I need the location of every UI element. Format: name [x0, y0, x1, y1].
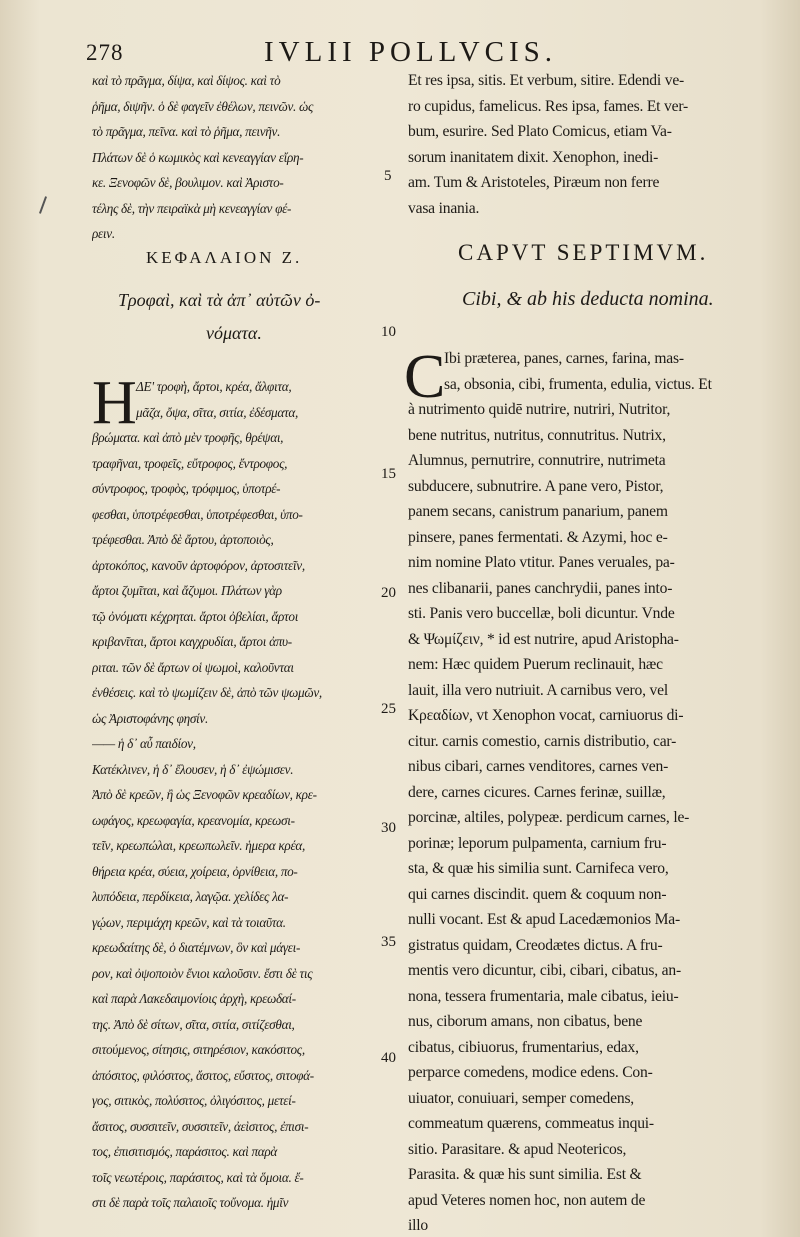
greek-drop-cap: Η: [92, 369, 137, 437]
latin-line: citur. carnis comestio, carnis distributio, car-: [408, 732, 677, 750]
greek-line: Κατέκλινεν, ἡ δ᾽ ἔλουσεν, ἡ δ᾽ ἐψώμισεν.: [92, 761, 294, 777]
greek-line: κε. Ξενοφῶν δὲ, βουλιμον. καὶ Ἀριστο-: [92, 175, 284, 190]
running-title: IVLII POLLVCIS.: [264, 36, 558, 68]
latin-chapter-heading: CAPVT SEPTIMVM.: [458, 240, 709, 265]
latin-line: nona, tessera frumentaria, male cibatus, ieiu-: [408, 987, 679, 1005]
latin-line: panem secans, canistrum panarium, panem: [408, 503, 668, 520]
greek-line: ἀρτοκόπος, κανοῦν ἀρτοφόρον, ἀρτοσιτεῖν,: [92, 557, 305, 573]
greek-chapter-heading: ΚΕΦΑΛΑΙΟΝ Ζ.: [146, 248, 303, 267]
greek-chapter-subtitle: Τροφαὶ, καὶ τὰ ἀπ᾽ αὐτῶν ὀ-: [118, 290, 321, 310]
greek-line: σύντροφος, τροφὸς, τρόφιμος, ὑποτρέ-: [92, 481, 281, 496]
greek-column-top: [92, 68, 384, 247]
greek-line: καὶ τὸ πρᾶγμα, δίψα, καὶ δίψος. καὶ τὸ: [92, 73, 281, 88]
latin-line: Κρεαδίων, vt Xenophon vocat, carniuorus di-: [408, 707, 684, 724]
latin-line: mentis vero dicuntur, cibi, cibari, cibatus, an-: [408, 962, 681, 979]
greek-line: μᾶζα, ὄψα, σῖτα, σιτία, ἐδέσματα,: [136, 404, 299, 420]
page-number: 278: [86, 40, 124, 65]
greek-line: ἄσιτος, συσσιτεῖν, συσσιτεῖν, ἀεὶσιτος, ἐπισι-: [92, 1118, 309, 1134]
latin-line: sa, obsonia, cibi, frumenta, edulia, victus. Et: [444, 375, 712, 393]
greek-line: τέλης δὲ, τὴν πειραϊκὰ μὴ κενεαγγίαν φέ-: [92, 200, 292, 216]
greek-line: γῴων, περιμάχη κρεῶν, καὶ τὰ τοιαῦτα.: [92, 914, 286, 930]
latin-line: porinæ; leporum pulpamenta, carnium fru-: [408, 834, 667, 852]
greek-line: φεσθαι, ὑποτρέφεσθαι, ὑποτρέφεσθαι, ὑπο-: [92, 506, 303, 522]
greek-chapter-subtitle-cont: νόματα.: [206, 323, 262, 343]
latin-line: Parasita. & quæ his sunt similia. Est &: [408, 1166, 642, 1183]
greek-line: ΔΕ' τροφὴ, ἄρτοι, κρέα, ἄλφιτα,: [136, 379, 292, 394]
line-number: 40: [381, 1050, 396, 1066]
greek-line: καὶ παρὰ Λακεδαιμονίοις ἀρχὴ, κρεωδαί-: [92, 991, 296, 1006]
greek-line: —— ἡ δ᾽ αὖ παιδίον,: [92, 736, 196, 751]
latin-line: nes clibanarii, panes canchrydii, panes into-: [408, 579, 673, 597]
greek-line: τραφῆναι, τροφεῖς, εὔτροφος, ἔντροφος,: [92, 455, 288, 471]
latin-line: Ibi præterea, panes, carnes, farina, mas-: [444, 350, 684, 367]
greek-column-body: [92, 369, 384, 1216]
line-number: 10: [381, 324, 396, 340]
latin-line: lauit, illa vero nutriuit. A carnibus vero, vel: [408, 681, 668, 699]
latin-line: ro cupidus, famelicus. Res ipsa, fames. Et ver-: [408, 97, 688, 115]
greek-line: ῥῆμα, διψῆν. ὁ δὲ φαγεῖν ἐθέλων, πεινῶν. ὡς: [92, 98, 314, 114]
greek-line: ἀπόσιτος, φιλόσιτος, ἄσιτος, εὔσιτος, σιτοφά-: [92, 1067, 314, 1083]
greek-line: κριβανῖται, ἄρτοι καγχρυδίαι, ἄρτοι ἀπυ-: [92, 634, 292, 649]
greek-line: Ἀπὸ δὲ κρεῶν, ἢ ὡς Ξενοφῶν κρεαδίων, κρε-: [92, 787, 317, 802]
line-number: 15: [381, 466, 396, 482]
greek-line: ἄρτοι ζυμῖται, καὶ ἄζυμοι. Πλάτων γὰρ: [92, 583, 282, 598]
line-number: 25: [381, 701, 396, 717]
line-number: 30: [381, 820, 396, 836]
greek-line: τρέφεσθαι. Ἀπὸ δὲ ἄρτου, ἀρτοποιὸς,: [92, 532, 274, 547]
greek-line: τὸ πρᾶγμα, πεῖνα. καὶ τὸ ῥῆμα, πεινῆν.: [92, 124, 281, 139]
latin-line: porcinæ, altiles, polypeæ. perdicum carnes, le-: [408, 809, 690, 826]
latin-line: nem: Hæc quidem Puerum reclinauit, hæc: [408, 656, 663, 673]
latin-line: sta, & quæ his similia sunt. Carnifeca vero,: [408, 860, 669, 877]
greek-line: ριται. τῶν δὲ ἄρτων οἱ ψωμοὶ, καλοῦνται: [92, 659, 294, 675]
greek-line: ωφάγος, κρεωφαγία, κρεανομία, κρεωσι-: [92, 812, 295, 828]
latin-line: sorum inanitatem dixit. Xenophon, inedi-: [408, 148, 659, 166]
latin-line: qui carnes discindit. quem & coquum non-: [408, 885, 667, 903]
greek-line: βρώματα. καὶ ἀπὸ μὲν τροφῆς, θρέψαι,: [92, 430, 284, 445]
latin-line: & Ψωμίζειν, * id est nutrire, apud Aristopha-: [408, 630, 679, 648]
greek-line: τεῖν, κρεωπώλαι, κρεωπωλεῖν. ἡμερα κρέα,: [92, 838, 305, 853]
greek-line: κρεωδαίτης δὲ, ὁ διατέμνων, ὃν καὶ μάγει-: [92, 940, 301, 955]
greek-line: ἐνθέσεις. καὶ τὸ ψωμίζειν δὲ, ἀπὸ τῶν ψωμῶν,: [92, 685, 322, 700]
greek-line: λυπόδεια, περδίκεια, λαγῷα. χελίδες λα-: [92, 889, 289, 904]
latin-line: Alumnus, pernutrire, connutrire, nutrimeta: [408, 452, 666, 469]
latin-line: subducere, subnutrire. A pane vero, Pistor,: [408, 477, 664, 495]
line-number: 5: [384, 168, 392, 184]
greek-line: τοῖς νεωτέροις, παράσιτος, καὶ τὰ ὅμοια. ἔ-: [92, 1169, 304, 1185]
latin-line: dere, carnes cicures. Carnes ferinæ, suillæ,: [408, 783, 666, 801]
latin-line: pinsere, panes fermentati. & Azymi, hoc e-: [408, 528, 668, 546]
latin-line: nim nomine Plato vtitur. Panes veruales, pa-: [408, 554, 675, 571]
greek-line: της. Ἀπὸ δὲ σίτων, σῖτα, σιτία, σιτίζεσθαι,: [92, 1016, 295, 1032]
latin-line: apud Veteres nomen hoc, non autem de: [408, 1191, 646, 1209]
line-number: 20: [381, 585, 396, 601]
latin-line: bum, esurire. Sed Plato Comicus, etiam Va-: [408, 123, 672, 140]
latin-column-top: [408, 68, 770, 221]
greek-line: τος, ἐπισιτισμός, παράσιτος. καὶ παρὰ: [92, 1144, 278, 1159]
latin-line: commeatum quærens, commeatus inqui-: [408, 1115, 654, 1132]
latin-line: sitio. Parasitare. & apud Neotericos,: [408, 1140, 627, 1158]
greek-line: Πλάτων δὲ ὁ κωμικὸς καὶ κενεαγγίαν εἴρη-: [92, 149, 304, 165]
latin-line: sti. Panis vero buccellæ, boli dicuntur. Vnde: [408, 605, 675, 622]
latin-line: illo: [408, 1217, 428, 1234]
greek-line: γος, σιτικὸς, πολύσιτος, ὀλιγόσιτος, μετεί-: [92, 1093, 296, 1108]
page-header: [82, 36, 722, 68]
greek-line: θήρεια κρέα, σύεια, χοίρεια, ὀρνίθεια, πο-: [92, 863, 298, 879]
latin-line: perparce comedens, modice edens. Con-: [408, 1064, 653, 1081]
latin-drop-cap: C: [404, 343, 446, 411]
greek-line: ρον, καὶ ὀψοποιὸν ἔνιοι καλοῦσιν. ἔστι δὲ τις: [92, 965, 313, 981]
latin-column-body: [408, 346, 770, 1237]
latin-line: gistratus quidam, Creodætes dictus. A fru-: [408, 936, 663, 954]
greek-line: ρειν.: [92, 226, 115, 241]
latin-line: à nutrimento quidē nutrire, nutriri, Nutritor,: [408, 401, 671, 418]
greek-line: ὡς Ἀριστοφάνης φησίν.: [92, 710, 208, 726]
latin-line: nulli vocant. Est & apud Lacedæmonios Ma-: [408, 911, 681, 928]
latin-line: nibus cibari, carnes venditores, carnes ven-: [408, 758, 669, 775]
greek-line: στι δὲ παρὰ τοῖς παλαιοῖς τοὔνομα. ἡμῖν: [92, 1195, 289, 1210]
latin-line: Et res ipsa, sitis. Et verbum, sitire. Edendi ve-: [408, 72, 685, 89]
latin-line: nus, ciborum amans, non cibatus, bene: [408, 1013, 643, 1030]
greek-line: σιτούμενος, σίτησις, σιτηρέσιον, κακόσιτος,: [92, 1042, 305, 1057]
line-number: 35: [381, 934, 396, 950]
margin-mark: [39, 196, 47, 214]
latin-line: vasa inania.: [408, 199, 480, 217]
latin-chapter-subtitle: Cibi, & ab his deducta nomina.: [462, 288, 714, 310]
greek-line: τῷ ὀνόματι κέχρηται. ἄρτοι ὀβελίαι, ἄρτοι: [92, 608, 299, 624]
latin-line: uiuator, conuiuari, semper comedens,: [408, 1089, 635, 1107]
latin-line: am. Tum & Aristoteles, Piræum non ferre: [408, 174, 660, 191]
latin-line: cibatus, cibiuorus, frumentarius, edax,: [408, 1038, 639, 1056]
latin-line: bene nutritus, nutritus, connutritus. Nutrix,: [408, 426, 666, 444]
